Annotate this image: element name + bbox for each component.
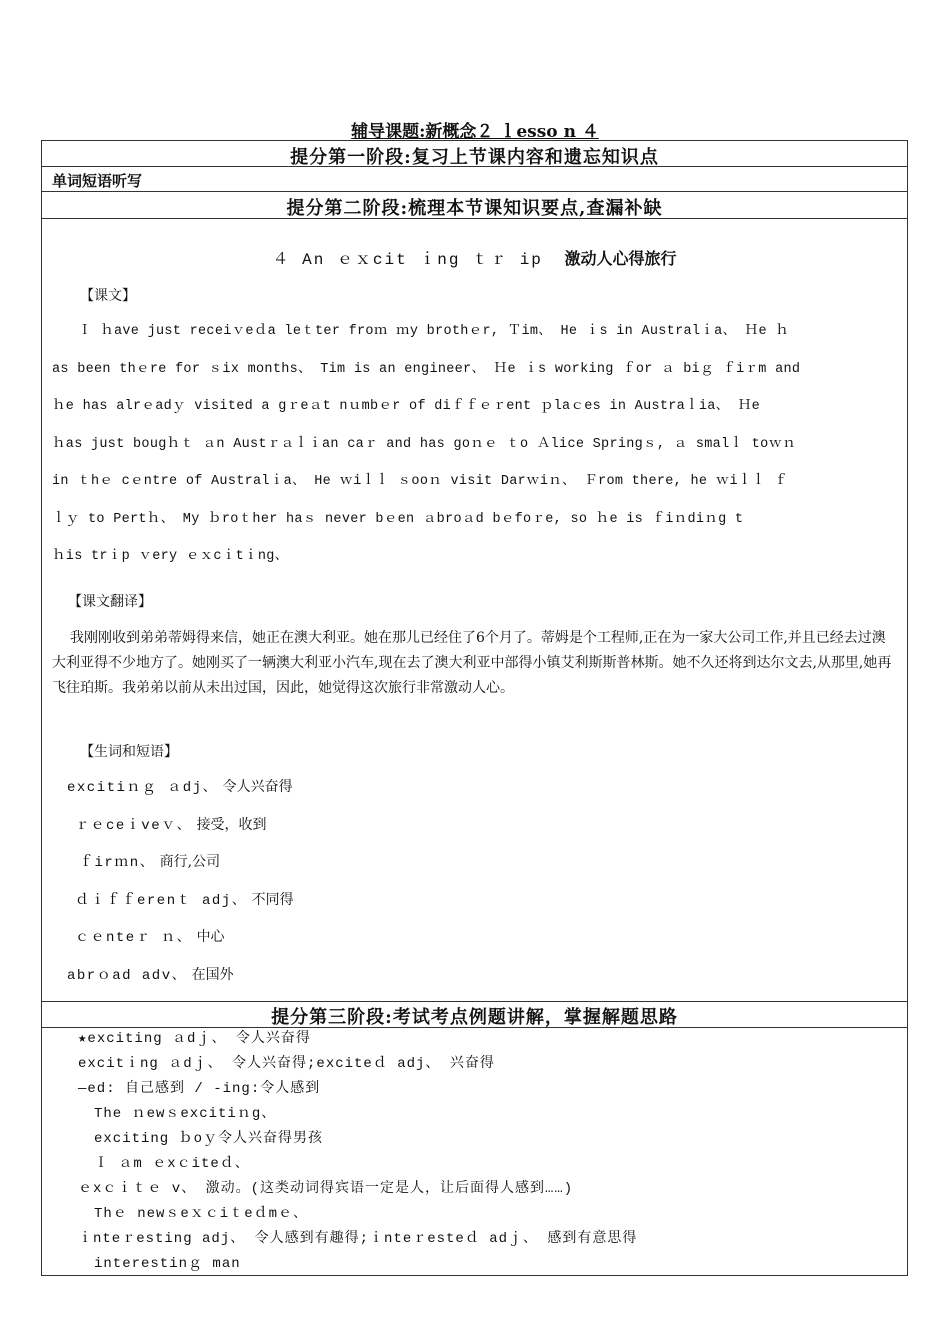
- vocab-item: excitiｎｇ ａdj、 令人兴奋得: [67, 779, 293, 796]
- lesson-text: [52, 313, 898, 576]
- vocab-item: ｄｉｆｆerenｔ adj、 不同得: [75, 891, 294, 909]
- lesson-table: [41, 140, 908, 1276]
- text-line: in ｔhｅ cｅntre of Australｉa、 He ｗiｌｌ ｓooｎ visit Darｗiｎ、 Ｆrom there, he ｗiｌｌ ｆ: [52, 474, 788, 489]
- translation-text: 我刚刚收到弟弟蒂姆得来信，她正在澳大利亚。她在那儿已经住了6个月了。蒂姆是个工程师,正在为一家大公司工作,并且已经去过澳大利亚得不少地方了。她刚买了一辆澳大利亚小汽车,现在去了澳大利亚中部得小镇艾利斯斯普林斯。她不久还将到达尔文去,从那里,她再飞往珀斯。我弟弟以前从未出过国，因此，她觉得这次旅行非常激动人心。: [52, 630, 892, 696]
- note-line: The ｎewｓexcitiｎg、: [94, 1106, 277, 1122]
- text-line: as been thｅre for ｓix months、 Tim is an engineer、 Ｈe ｉs working ｆor ａ biｇ ｆiｒm and: [52, 361, 801, 377]
- stage3-header: 提分第三阶段:考试考点例题讲解，掌握解题思路: [271, 1007, 678, 1028]
- text-line: Ｉ ｈave just receiｖeｄa leｔter froｍ ｍy brothｅr, Ｔim、 He ｉs in Australｉa、 Ｈe ｈ: [78, 324, 790, 339]
- note-line: ｉnteｒesting adj、 令人感到有趣得;ｉnteｒesteｄ adｊ、 感到有意思得: [78, 1231, 638, 1247]
- note-line: exciting ｂoｙ令人兴奋得男孩: [94, 1131, 324, 1147]
- stage1-header: 提分第一阶段:复习上节课内容和遗忘知识点: [290, 147, 659, 168]
- vocab-item: abrｏad adv、 在国外: [67, 966, 234, 984]
- divider: [42, 191, 907, 192]
- note-line: Thｅ newｓeｘｃiｔeｄmｅ、: [94, 1206, 309, 1222]
- translation-heading: 【课文翻译】: [68, 594, 152, 610]
- text-line: ｌｙ to Pertｈ、 My ｂroｔher haｓ never bｅen ａbroａd bｅfoｒe, so ｈe is ｆiｎdiｎg t: [52, 511, 744, 527]
- text-line: ｈas just bougｈｔ ａn Austｒａｌｉan caｒ and has goｎｅ ｔo Ａlice Springｓ, ａ smalｌ toｗｎ: [52, 436, 797, 452]
- vocab-item: ｒｅceｉveｖ、 接受，收到: [75, 816, 267, 834]
- note-line: Ｉ ａm ｅxｃiteｄ、: [94, 1156, 250, 1172]
- exam-notes: [78, 1027, 637, 1277]
- divider: [42, 1001, 907, 1002]
- note-line: —ed: 自己感到 / -ing:令人感到: [78, 1081, 321, 1097]
- vocab-heading: 【生词和短语】: [80, 744, 178, 760]
- note-line: interestinｇ man: [94, 1256, 241, 1272]
- vocab-list: [67, 769, 294, 994]
- divider: [42, 218, 907, 219]
- lesson-title-cn: 激动人心得旅行: [564, 249, 677, 268]
- vocab-item: ｃｅnteｒ ｎ、 中心: [75, 929, 225, 946]
- note-line: ｅxｃｉｔｅ v、 激动。(这类动词得宾语一定是人，让后面得人感到……): [78, 1181, 574, 1197]
- vocab-item: ｆirｍn、 商行,公司: [79, 854, 221, 871]
- text-line: ｈe has alrｅadｙ visited a gｒeａt nｕmbｅr of diｆｆｅｒent ｐlaｃes in Austraｌia、 Ｈe: [52, 399, 761, 414]
- note-line: excitｉng ａdｊ、 令人兴奋得;exciteｄ adj、 兴奋得: [78, 1056, 495, 1072]
- divider: [42, 166, 907, 167]
- text-heading: 【课文】: [80, 288, 136, 304]
- stage2-header: 提分第二阶段:梳理本节课知识要点,查漏补缺: [286, 198, 663, 219]
- page-title: 辅导课题:新概念２ ｌesso n ４: [351, 122, 599, 142]
- lesson-title: [42, 246, 907, 269]
- note-line: ★exciting ａdｊ、 令人兴奋得: [78, 1031, 311, 1047]
- dictation-label: 单词短语听写: [52, 172, 143, 190]
- lesson-title-en: ４ An ｅｘcit ｉng ｔｒ ip: [272, 251, 543, 269]
- text-line: ｈis trｉp ｖery ｅｘcｉtｉng、: [52, 549, 289, 564]
